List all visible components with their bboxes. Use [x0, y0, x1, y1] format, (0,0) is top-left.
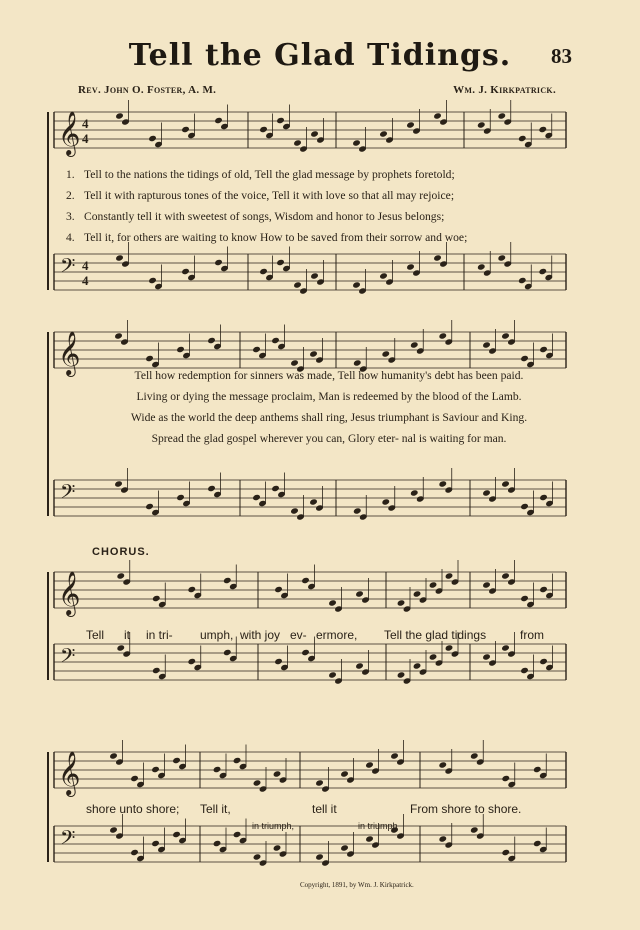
note-head — [214, 259, 223, 266]
bass-clef: 𝄢 — [60, 644, 76, 672]
note-head — [130, 849, 139, 856]
note-head — [470, 752, 479, 759]
note-head — [309, 498, 318, 505]
note-head — [116, 644, 125, 651]
note-head — [477, 263, 486, 270]
page-number: 83 — [551, 44, 572, 68]
note-head — [381, 498, 390, 505]
note-head — [477, 121, 486, 128]
note-head — [328, 671, 337, 678]
note-head — [290, 507, 299, 514]
note-head — [501, 775, 510, 782]
chorus-label: CHORUS. — [92, 546, 150, 558]
echo-text: in triumph — [358, 821, 398, 831]
note-head — [252, 494, 261, 501]
note-head — [379, 130, 388, 137]
note-head — [413, 662, 422, 669]
note-head — [276, 259, 285, 266]
chorus-syllable: Tell it, — [200, 802, 231, 816]
note-head — [406, 121, 415, 128]
refrain-line: Living or dying the message proclaim, Man is redeemed by the blood of the Lamb. — [136, 390, 522, 403]
note-head — [172, 831, 181, 838]
note-head — [355, 662, 364, 669]
note-head — [223, 577, 232, 584]
note-head — [520, 667, 529, 674]
note-head — [148, 135, 157, 142]
note-head — [148, 277, 157, 284]
note-head — [293, 281, 302, 288]
lyricist-credit: Rev. John O. Foster, A. M. — [78, 84, 217, 96]
note-head — [181, 126, 190, 133]
note-head — [413, 590, 422, 597]
note-head — [309, 350, 318, 357]
verse-number: 4. — [66, 231, 75, 244]
time-signature: 4 — [82, 116, 89, 131]
note-head — [429, 581, 438, 588]
note-head — [271, 485, 280, 492]
refrain-line: Spread the glad gospel wherever you can, Glory eter- nal is waiting for man. — [151, 432, 507, 445]
note-head — [501, 480, 510, 487]
note-head — [520, 355, 529, 362]
verse-number: 1. — [66, 168, 75, 181]
note-head — [390, 752, 399, 759]
verse-text: Constantly tell it with sweetest of songs, Wisdom and honor to Jesus belongs; — [84, 210, 445, 223]
note-head — [310, 130, 319, 137]
note-head — [353, 507, 362, 514]
chorus-syllable: From shore to shore. — [410, 802, 522, 816]
note-head — [315, 779, 324, 786]
verse-text: Tell to the nations the tidings of old, Tell the glad message by prophets foretold; — [84, 168, 455, 181]
note-head — [381, 350, 390, 357]
note-head — [187, 586, 196, 593]
time-signature: 4 — [82, 131, 89, 146]
treble-clef: 𝄞 — [58, 331, 81, 375]
note-head — [497, 112, 506, 119]
note-head — [274, 586, 283, 593]
note-head — [271, 337, 280, 344]
chorus-syllable: ermore, — [316, 628, 358, 642]
note-head — [187, 658, 196, 665]
note-head — [214, 117, 223, 124]
time-signature: 4 — [82, 273, 89, 288]
note-head — [501, 849, 510, 856]
note-head — [355, 590, 364, 597]
note-head — [114, 332, 123, 339]
note-head — [482, 341, 491, 348]
note-head — [252, 346, 261, 353]
treble-clef: 𝄞 — [58, 111, 81, 155]
note-head — [259, 126, 268, 133]
note-head — [145, 503, 154, 510]
note-head — [501, 572, 510, 579]
note-head — [538, 126, 547, 133]
note-head — [518, 135, 527, 142]
note-head — [310, 272, 319, 279]
note-head — [433, 254, 442, 261]
refrain-block — [84, 365, 574, 449]
verse-line — [66, 185, 586, 206]
note-head — [438, 332, 447, 339]
note-head — [207, 337, 216, 344]
refrain-line: Tell how redemption for sinners was made, Tell how humanity's debt has been paid. — [134, 369, 524, 382]
note-head — [315, 853, 324, 860]
chorus-syllable: ev- — [290, 628, 307, 642]
note-head — [151, 766, 160, 773]
note-head — [151, 840, 160, 847]
note-head — [397, 599, 406, 606]
note-head — [497, 254, 506, 261]
note-head — [445, 572, 454, 579]
note-head — [253, 779, 262, 786]
note-head — [433, 112, 442, 119]
note-head — [438, 835, 447, 842]
note-head — [152, 667, 161, 674]
note-head — [501, 644, 510, 651]
note-head — [233, 831, 242, 838]
chorus-syllable: in tri- — [146, 628, 173, 642]
note-head — [470, 826, 479, 833]
note-head — [259, 268, 268, 275]
chorus-syllable: shore unto shore; — [86, 802, 180, 816]
note-head — [114, 480, 123, 487]
note-head — [293, 139, 302, 146]
note-head — [533, 840, 542, 847]
note-head — [276, 117, 285, 124]
verse-line — [66, 206, 586, 227]
note-head — [152, 595, 161, 602]
note-head — [145, 355, 154, 362]
note-head — [352, 281, 361, 288]
chorus-syllable: Tell — [86, 628, 105, 642]
verse-number: 2. — [66, 189, 75, 202]
copyright-notice: Copyright, 1891, by Wm. J. Kirkpatrick. — [300, 881, 414, 889]
hymn-title: Tell the Glad Tidings. — [128, 38, 512, 73]
chorus-syllable: it — [124, 628, 130, 642]
note-head — [207, 485, 216, 492]
note-head — [429, 653, 438, 660]
chorus-syllable: tell it — [312, 802, 337, 816]
note-head — [328, 599, 337, 606]
note-head — [482, 581, 491, 588]
note-head — [130, 775, 139, 782]
chorus-syllable: Tell the glad tidings — [384, 628, 487, 642]
chorus-syllable: umph, — [200, 628, 234, 642]
note-head — [223, 649, 232, 656]
note-head — [115, 254, 124, 261]
note-head — [176, 346, 185, 353]
note-head — [365, 761, 374, 768]
note-head — [539, 658, 548, 665]
note-head — [482, 489, 491, 496]
composer-credit: Wm. J. Kirkpatrick. — [453, 84, 556, 96]
bass-clef: 𝄢 — [60, 254, 76, 282]
note-head — [253, 853, 262, 860]
treble-clef: 𝄞 — [58, 751, 81, 795]
note-head — [365, 835, 374, 842]
bass-clef: 𝄢 — [60, 826, 76, 854]
note-head — [501, 332, 510, 339]
note-head — [406, 263, 415, 270]
note-head — [397, 671, 406, 678]
note-head — [539, 346, 548, 353]
note-head — [301, 649, 310, 656]
note-head — [438, 761, 447, 768]
verse-block — [66, 164, 586, 248]
verse-number: 3. — [66, 210, 75, 223]
note-head — [274, 658, 283, 665]
note-head — [539, 494, 548, 501]
verse-line — [66, 227, 586, 248]
note-head — [340, 770, 349, 777]
bass-clef: 𝄢 — [60, 480, 76, 508]
note-head — [538, 268, 547, 275]
note-head — [273, 770, 282, 777]
verse-text: Tell it with rapturous tones of the voice, Tell it with love so that all may rejoice; — [84, 189, 455, 202]
note-head — [301, 577, 310, 584]
verse-text: Tell it, for others are waiting to know How to be saved from their sorrow and woe; — [84, 231, 468, 244]
chorus-syllable: from — [520, 628, 544, 642]
note-head — [109, 826, 118, 833]
treble-clef: 𝄞 — [58, 571, 81, 615]
note-head — [539, 586, 548, 593]
note-head — [115, 112, 124, 119]
note-head — [520, 595, 529, 602]
note-head — [520, 503, 529, 510]
note-head — [109, 752, 118, 759]
note-head — [533, 766, 542, 773]
note-head — [181, 268, 190, 275]
note-head — [410, 489, 419, 496]
time-signature: 4 — [82, 258, 89, 273]
note-head — [438, 480, 447, 487]
note-head — [410, 341, 419, 348]
note-head — [273, 844, 282, 851]
note-head — [340, 844, 349, 851]
note-head — [116, 572, 125, 579]
note-head — [172, 757, 181, 764]
note-head — [352, 139, 361, 146]
note-head — [518, 277, 527, 284]
note-head — [482, 653, 491, 660]
note-head — [176, 494, 185, 501]
note-head — [379, 272, 388, 279]
verse-line — [66, 164, 586, 185]
note-head — [213, 766, 222, 773]
echo-text: in triumph, — [252, 821, 295, 831]
note-head — [233, 757, 242, 764]
chorus-syllable: with joy — [240, 628, 281, 642]
note-head — [213, 840, 222, 847]
note-head — [445, 644, 454, 651]
refrain-line: Wide as the world the deep anthems shall ring, Jesus triumphant is Saviour and King. — [130, 411, 528, 424]
